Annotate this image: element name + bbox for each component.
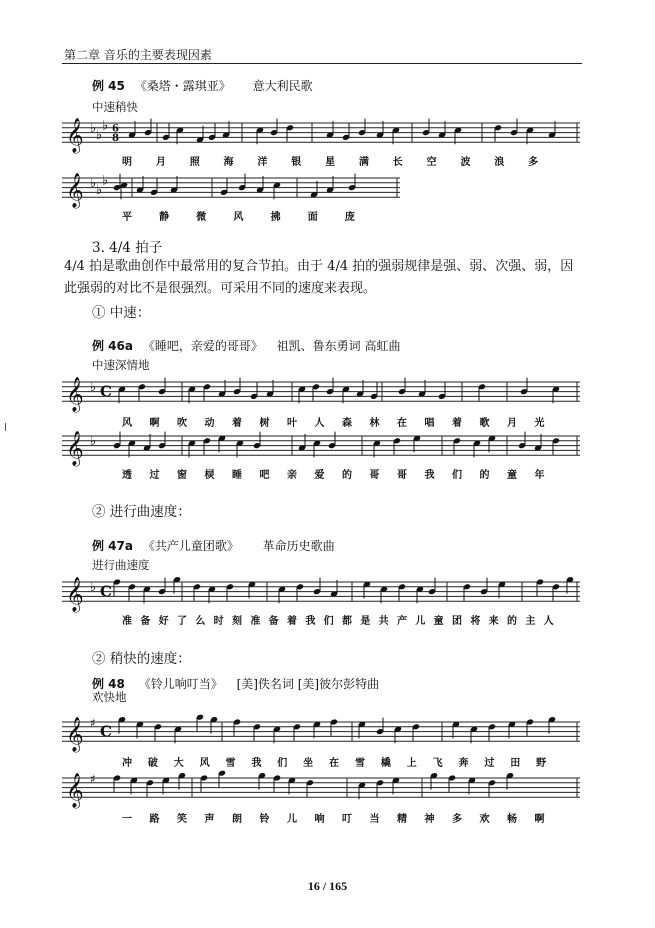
lyric-syllable: 准	[250, 616, 261, 627]
flat-icon: ♭	[102, 173, 109, 189]
lyric-syllable: 都	[342, 616, 352, 627]
lyric-syllable: 叮	[342, 814, 352, 825]
lyric-syllable: 着	[232, 418, 242, 429]
lyric-syllable: 童	[433, 616, 444, 627]
example-48-lyrics-2	[62, 810, 582, 824]
lyric-syllable: 洋	[257, 157, 268, 168]
lyric-syllable: 啊	[534, 814, 545, 825]
lyric-syllable: 们	[277, 758, 288, 769]
lyric-syllable: 精	[397, 814, 407, 825]
lyric-syllable: 年	[534, 470, 545, 481]
lyric-syllable: 过	[484, 758, 495, 769]
flat-icon: ♭	[96, 183, 103, 198]
example-45-label: 例 45	[92, 79, 125, 93]
lyric-syllable: 拂	[270, 212, 281, 223]
lyric-syllable: 的	[342, 470, 352, 481]
example-47a-song: 《共产儿童团歌》	[142, 539, 239, 553]
lyric-syllable: 的	[507, 616, 517, 627]
lyric-syllable: 浪	[494, 157, 505, 168]
lyric-syllable: 亲	[287, 470, 297, 481]
lyric-syllable: 童	[507, 470, 517, 481]
lyric-syllable: 着	[287, 616, 297, 627]
lyric-syllable: 林	[369, 418, 380, 429]
example-47a-tempo: 进行曲速度	[92, 558, 150, 572]
lyric-syllable: 声	[204, 814, 215, 825]
lyric-syllable: 们	[452, 470, 462, 481]
flat-icon: ♭	[90, 433, 97, 449]
lyric-syllable: 长	[392, 157, 403, 168]
lyric-syllable: 的	[479, 470, 490, 481]
lyric-syllable: 橇	[380, 758, 391, 769]
treble-clef-icon: 𝄞	[66, 377, 84, 413]
lyric-syllable: 空	[426, 157, 437, 168]
lyric-syllable: 多	[528, 157, 539, 168]
lyric-syllable: 欢	[479, 814, 490, 825]
lyric-syllable: 风	[199, 758, 210, 769]
lyric-syllable: 雪	[354, 758, 365, 769]
lyric-syllable: 产	[397, 616, 407, 627]
example-46a-label: 例 46a	[92, 339, 133, 353]
lyric-syllable: 明	[122, 157, 132, 168]
lyric-syllable: 野	[536, 758, 547, 769]
lyric-syllable: 冲	[122, 758, 132, 769]
lyric-syllable: 吧	[259, 470, 270, 481]
example-45-title	[92, 77, 313, 94]
lyric-syllable: 来	[488, 616, 499, 627]
sharp-icon: ♯	[90, 772, 96, 786]
lyric-syllable: 备	[268, 616, 279, 627]
time-signature-numerator: 6	[112, 123, 119, 135]
treble-clef-icon: 𝄞	[66, 577, 84, 613]
example-46a-staff-2	[62, 426, 582, 470]
treble-clef-icon: 𝄞	[66, 717, 84, 753]
example-46a-credits: 祖凯、鲁东勇词 高虹曲	[276, 339, 401, 353]
lyric-syllable: 海	[223, 157, 234, 168]
flat-icon: ♭	[90, 579, 97, 595]
lyric-syllable: 我	[305, 616, 316, 627]
example-45-lyrics-2	[62, 208, 402, 222]
lyric-syllable: 银	[291, 157, 302, 168]
subsection-medium-tempo: ① 中速：	[92, 305, 151, 321]
lyric-syllable: 么	[195, 616, 206, 627]
treble-clef-icon: 𝄞	[66, 118, 84, 154]
lyric-syllable: 静	[159, 212, 170, 223]
lyric-syllable: 备	[140, 616, 151, 627]
example-47a-title	[92, 537, 335, 554]
flat-icon: ♭	[90, 175, 97, 191]
lyric-syllable: 路	[149, 814, 160, 825]
treble-clef-icon: 𝄞	[66, 773, 84, 809]
lyric-syllable: 月	[507, 418, 517, 429]
lyric-syllable: 一	[122, 814, 132, 825]
lyric-syllable: 动	[204, 418, 215, 429]
example-46a-staff-1	[62, 372, 582, 416]
lyric-syllable: 儿	[415, 616, 426, 627]
lyric-syllable: 过	[149, 470, 160, 481]
lyric-syllable: 在	[397, 418, 407, 429]
lyric-syllable: 坐	[303, 758, 314, 769]
lyric-syllable: 树	[259, 418, 270, 429]
lyric-syllable: 主	[525, 616, 536, 627]
lyric-syllable: 畅	[507, 814, 517, 825]
subsection-faster-tempo: ② 稍快的速度：	[92, 651, 191, 667]
example-48-song: 《铃儿响叮当》	[138, 677, 223, 691]
flat-icon: ♭	[90, 379, 97, 395]
lyric-syllable: 在	[329, 758, 340, 769]
lyric-syllable: 满	[358, 157, 369, 168]
lyric-syllable: 儿	[287, 814, 297, 825]
lyric-syllable: 唱	[424, 418, 435, 429]
lyric-syllable: 窗	[177, 470, 187, 481]
lyric-syllable: 照	[189, 157, 200, 168]
common-time-icon: C	[100, 722, 112, 741]
lyric-syllable: 时	[213, 616, 224, 627]
lyric-syllable: 平	[122, 212, 132, 223]
example-46a-song: 《睡吧，亲爱的哥哥》	[142, 339, 263, 353]
lyric-syllable: 透	[122, 470, 132, 481]
example-48-lyrics-1	[62, 754, 582, 768]
lyric-syllable: 哥	[397, 470, 407, 481]
lyric-syllable: 朗	[232, 814, 242, 825]
lyric-syllable: 共	[378, 616, 389, 627]
lyric-syllable: 光	[534, 418, 545, 429]
lyric-syllable: 人	[543, 616, 554, 627]
time-signature-denominator: 8	[112, 133, 119, 145]
lyric-syllable: 好	[158, 616, 169, 627]
header-rule	[62, 63, 582, 64]
lyric-syllable: 波	[460, 157, 471, 168]
flat-icon: ♭	[90, 120, 97, 136]
lyric-syllable: 面	[307, 212, 318, 223]
lyric-syllable: 吹	[177, 418, 187, 429]
example-47a-lyrics	[62, 612, 582, 626]
lyric-syllable: 笑	[177, 814, 187, 825]
example-47a-credits: 革命历史歌曲	[262, 539, 335, 553]
example-45-staff-1	[62, 113, 582, 155]
lyric-syllable: 星	[325, 157, 336, 168]
lyric-syllable: 微	[196, 212, 207, 223]
lyric-syllable: 大	[173, 758, 184, 769]
lyric-syllable: 人	[314, 418, 325, 429]
section-paragraph: 4/4 拍是歌曲创作中最常用的复合节拍。由于 4/4 拍的强弱规律是强、弱、次强、弱，因此强弱的对比不是很强烈。可采用不同的速度来表现。	[64, 259, 574, 296]
example-48-staff-1	[62, 712, 582, 756]
example-45-lyrics-1	[62, 153, 582, 167]
example-45-origin: 意大利民歌	[252, 79, 313, 93]
lyric-syllable: 庞	[344, 212, 355, 223]
lyric-syllable: 破	[147, 758, 158, 769]
common-time-icon: C	[100, 382, 112, 401]
lyric-syllable: 月	[155, 157, 166, 168]
subsection-march-tempo: ② 进行曲速度：	[92, 504, 191, 520]
flat-icon: ♭	[102, 118, 109, 134]
lyric-syllable: 上	[406, 758, 417, 769]
example-46a-lyrics-2	[62, 466, 582, 480]
sharp-icon: ♯	[90, 716, 96, 730]
lyric-syllable: 当	[369, 814, 380, 825]
lyric-syllable: 刻	[232, 616, 242, 627]
lyric-syllable: 多	[452, 814, 462, 825]
lyric-syllable: 爱	[314, 470, 325, 481]
lyric-syllable: 团	[452, 616, 462, 627]
treble-clef-icon: 𝄞	[66, 173, 84, 209]
lyric-syllable: 睡	[232, 470, 242, 481]
lyric-syllable: 风	[233, 212, 244, 223]
lyric-syllable: 神	[424, 814, 435, 825]
example-46a-title	[92, 337, 400, 354]
lyric-syllable: 将	[470, 616, 481, 627]
section-heading: 3. 4/4 拍子	[92, 240, 163, 256]
lyric-syllable: 是	[360, 616, 371, 627]
lyric-syllable: 叶	[287, 418, 297, 429]
example-47a-staff	[62, 572, 582, 616]
common-time-icon: C	[100, 582, 112, 601]
lyric-syllable: 奔	[458, 758, 469, 769]
lyric-syllable: 哥	[369, 470, 380, 481]
chapter-header: 第二章 音乐的主要表现因素	[64, 48, 212, 62]
lyric-syllable: 雪	[225, 758, 236, 769]
lyric-syllable: 棂	[204, 470, 215, 481]
lyric-syllable: 田	[510, 758, 521, 769]
lyric-syllable: 准	[122, 616, 132, 627]
example-45-tempo: 中速稍快	[92, 100, 138, 114]
example-45-song: 《桑塔・露琪亚》	[134, 79, 231, 93]
example-47a-label: 例 47a	[92, 539, 133, 553]
example-48-title	[92, 675, 379, 692]
treble-clef-icon: 𝄞	[66, 431, 84, 467]
flat-icon: ♭	[96, 128, 103, 143]
example-48-credits: [美]佚名词 [美]彼尔彭特曲	[236, 677, 380, 691]
margin-mark	[5, 423, 6, 431]
example-46a-tempo: 中速深情地	[92, 358, 150, 372]
example-48-label: 例 48	[92, 677, 125, 691]
lyric-syllable: 我	[251, 758, 262, 769]
lyric-syllable: 风	[122, 418, 132, 429]
lyric-syllable: 我	[424, 470, 435, 481]
lyric-syllable: 飞	[432, 758, 443, 769]
page-number: 16 / 165	[307, 879, 348, 893]
lyric-syllable: 歌	[479, 418, 490, 429]
lyric-syllable: 着	[452, 418, 462, 429]
lyric-syllable: 铃	[259, 814, 270, 825]
example-48-staff-2	[62, 768, 582, 812]
lyric-syllable: 了	[177, 616, 187, 627]
lyric-syllable: 森	[342, 418, 352, 429]
lyric-syllable: 啊	[149, 418, 160, 429]
lyric-syllable: 们	[323, 616, 334, 627]
example-45-staff-2	[62, 168, 402, 210]
example-48-tempo: 欢快地	[92, 690, 127, 704]
lyric-syllable: 响	[314, 814, 325, 825]
